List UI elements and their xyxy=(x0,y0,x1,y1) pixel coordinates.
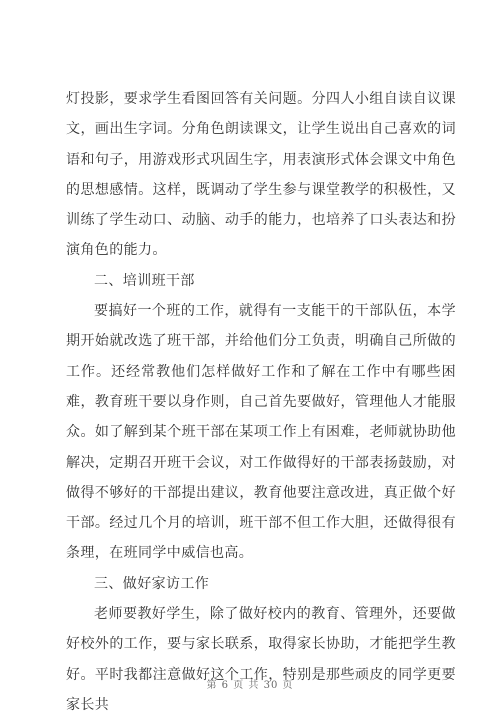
paragraph-home-visits: 老师要教好学生，除了做好校内的教育、管理外，还要做好校外的工作，要与家长联系，取得家长协助，才能把学生教好。平时我都注意做好这个工作，特别是那些顽皮的同学更要家长共 xyxy=(66,606,456,713)
paragraph-class-leaders: 要搞好一个班的工作，就得有一支能干的干部队伍，本学期开始就改选了班干部，并给他们分工负责，明确自己所做的工作。还经常教他们怎样做好工作和了解在工作中有哪些困难，教育班干要以身作则，自己首先要做好，管理他人才能服众。如了解到某个班干部在某项工作上有困难，老师就协助他解决，定期召开班干会议，对工作做得好的干部表扬鼓励，对做得不够好的干部提出建议，教育他要注意改进，真正做个好干部。经过几个月的培训，班干部不但工作大胆，还做得很有条理，在班同学中威信也高。 xyxy=(66,303,456,562)
document-body xyxy=(66,84,456,720)
paragraph-intro: 灯投影，要求学生看图回答有关问题。分四人小组自读自议课文，画出生字词。分角色朗读课文，让学生说出自己喜欢的词语和句子，用游戏形式巩固生字，用表演形式体会课文中角色的思想感情。这样，既调动了学生参与课堂教学的积极性，又训练了学生动口、动脑、动手的能力，也培养了口头表达和扮演角色的能力。 xyxy=(66,91,456,259)
section-heading-home-visits: 三、做好家访工作 xyxy=(94,575,210,592)
page-number-footer: 第 6 页 共 30 页 xyxy=(206,680,294,691)
section-heading-class-leaders: 二、培训班干部 xyxy=(94,272,195,289)
